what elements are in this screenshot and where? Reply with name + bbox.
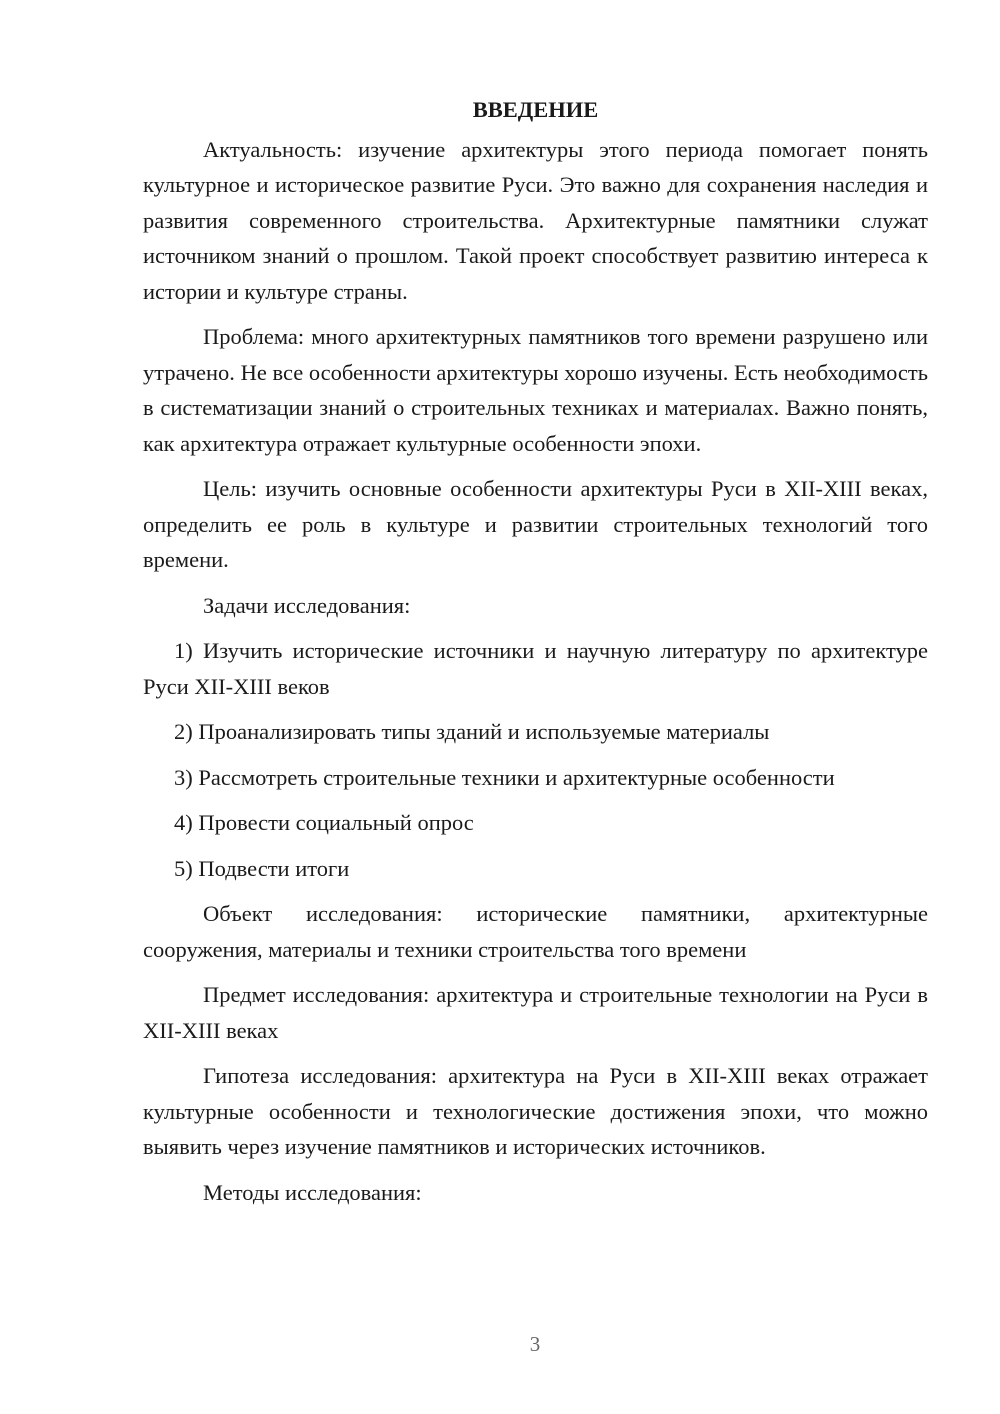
task-item-2: 2) Проанализировать типы зданий и используемые материалы bbox=[174, 719, 770, 744]
subject-paragraph: Предмет исследования: архитектура и строительные технологии на Руси в XII-XIII веках bbox=[143, 982, 928, 1043]
problem-paragraph: Проблема: много архитектурных памятников того времени разрушено или утрачено. Не все особенности архитектуры хорошо изучены. Есть необходимость в систематизации знаний о строительных техниках и материалах. Важно понять, как архитектура отражает культурные особенности эпохи. bbox=[143, 324, 928, 456]
hypothesis-paragraph: Гипотеза исследования: архитектура на Руси в XII-XIII веках отражает культурные особенности и технологические достижения эпохи, что можно выявить через изучение памятников и исторических источников. bbox=[143, 1063, 928, 1159]
task-item-3: 3) Рассмотреть строительные техники и архитектурные особенности bbox=[174, 764, 835, 790]
task-item-1: 1) Изучить исторические источники и научную литературу по архитектуре Руси XII-XIII веков bbox=[143, 638, 928, 699]
relevance-paragraph: Актуальность: изучение архитектуры этого периода помогает понять культурное и историческое развитие Руси. Это важно для сохранения наследия и развития современного строительства. Архитектурные памятники служат источником знаний о прошлом. Такой проект способствует развитию интереса к истории и культуре страны. bbox=[143, 136, 928, 304]
goal-paragraph: Цель: изучить основные особенности архитектуры Руси в XII-XIII веках, определить ее роль в культуре и развитии строительных технологий того времени. bbox=[143, 476, 928, 572]
methods-heading: Методы исследования: bbox=[203, 1179, 422, 1205]
page-number: 3 bbox=[529, 1332, 541, 1356]
document-title: ВВЕДЕНИЕ bbox=[472, 97, 599, 122]
task-item-4: 4) Провести социальный опрос bbox=[174, 810, 474, 835]
document-page bbox=[143, 92, 928, 1220]
object-paragraph: Объект исследования: исторические памятники, архитектурные сооружения, материалы и техники строительства того времени bbox=[143, 901, 928, 962]
task-item-5: 5) Подвести итоги bbox=[174, 855, 350, 881]
tasks-heading: Задачи исследования: bbox=[203, 592, 411, 618]
